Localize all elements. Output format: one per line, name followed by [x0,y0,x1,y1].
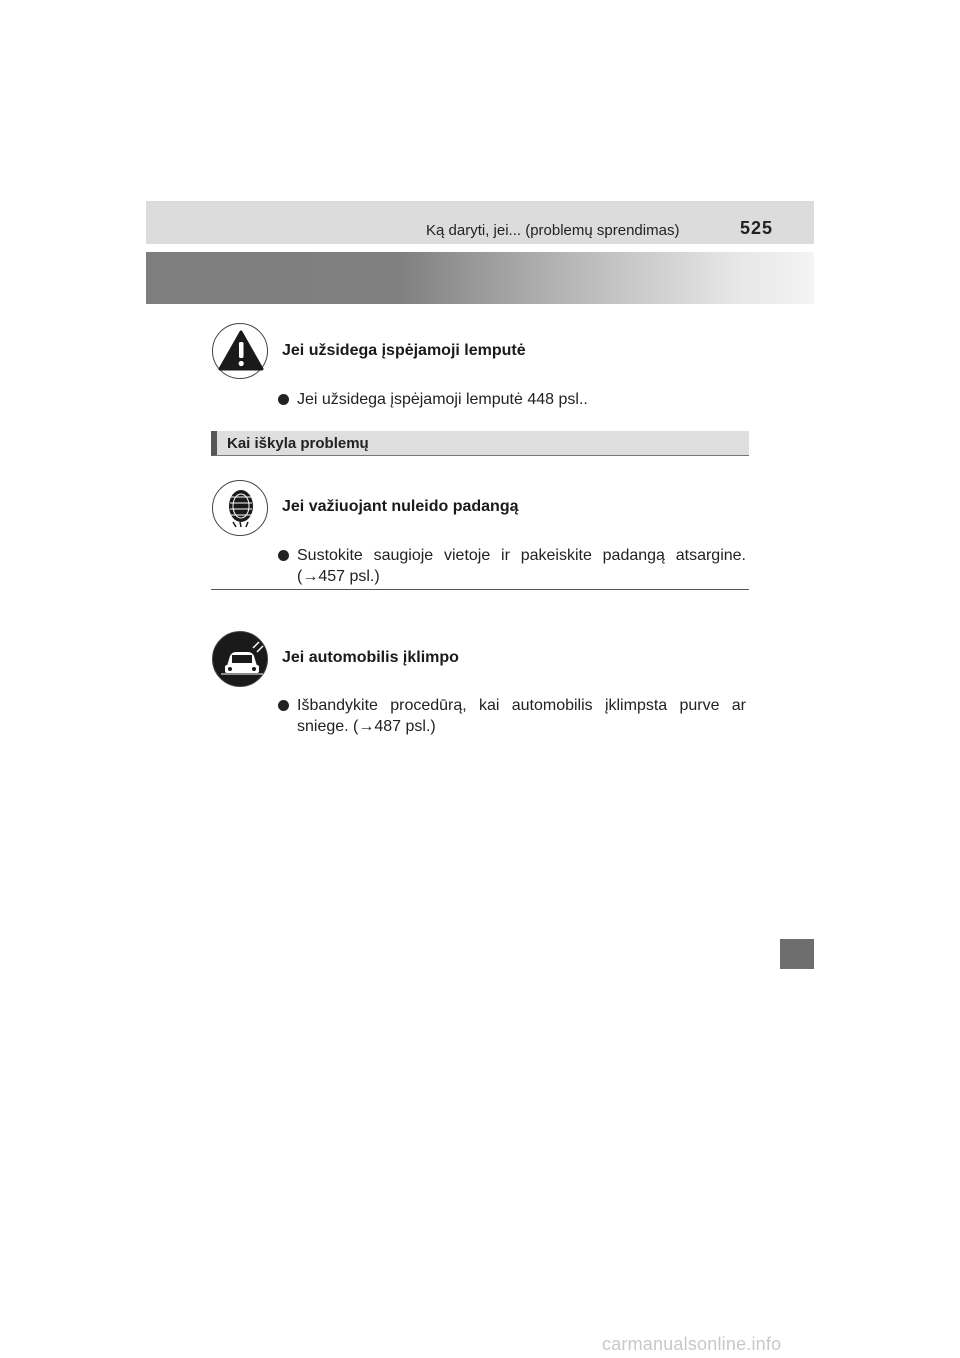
bullet-dot [278,394,289,405]
watermark: carmanualsonline.info [602,1334,782,1354]
section-header-bar [211,431,749,456]
heading-stuck-car: Jei automobilis įklimpo [282,649,459,666]
section-divider [211,589,749,590]
heading-warning-light: Jei užsidega įspėjamoji lemputė [282,342,526,359]
bullet-dot [278,550,289,561]
warning-exclamation-icon [212,323,268,379]
bullet-text-line2: sniege. (→487 psl.) [297,718,436,735]
heading-flat-tire: Jei važiuojant nuleido padangą [282,498,519,515]
chapter-banner [146,252,814,304]
header-title: Ką daryti, jei... (problemų sprendimas) [426,222,680,239]
page-number: 525 [740,218,774,238]
bullet-warning-light [278,389,746,410]
flat-tire-icon [212,480,268,536]
bullet-text-line2: (→457 psl.) [297,568,380,585]
bullet-text: Jei užsidega įspėjamoji lemputė 448 psl.. [297,391,588,408]
stuck-car-icon [212,631,268,687]
bullet-stuck-car [278,695,746,737]
bullet-dot [278,700,289,711]
section-title: Kai iškyla problemų [227,435,369,452]
bullet-text-line1: Išbandykite procedūrą, kai automobilis įklimpsta purve ar [297,697,746,714]
bullet-text-line1: Sustokite saugioje vietoje ir pakeiskite padangą atsargine. [297,547,746,564]
bullet-flat-tire [278,545,746,587]
chapter-side-tab [780,939,814,969]
